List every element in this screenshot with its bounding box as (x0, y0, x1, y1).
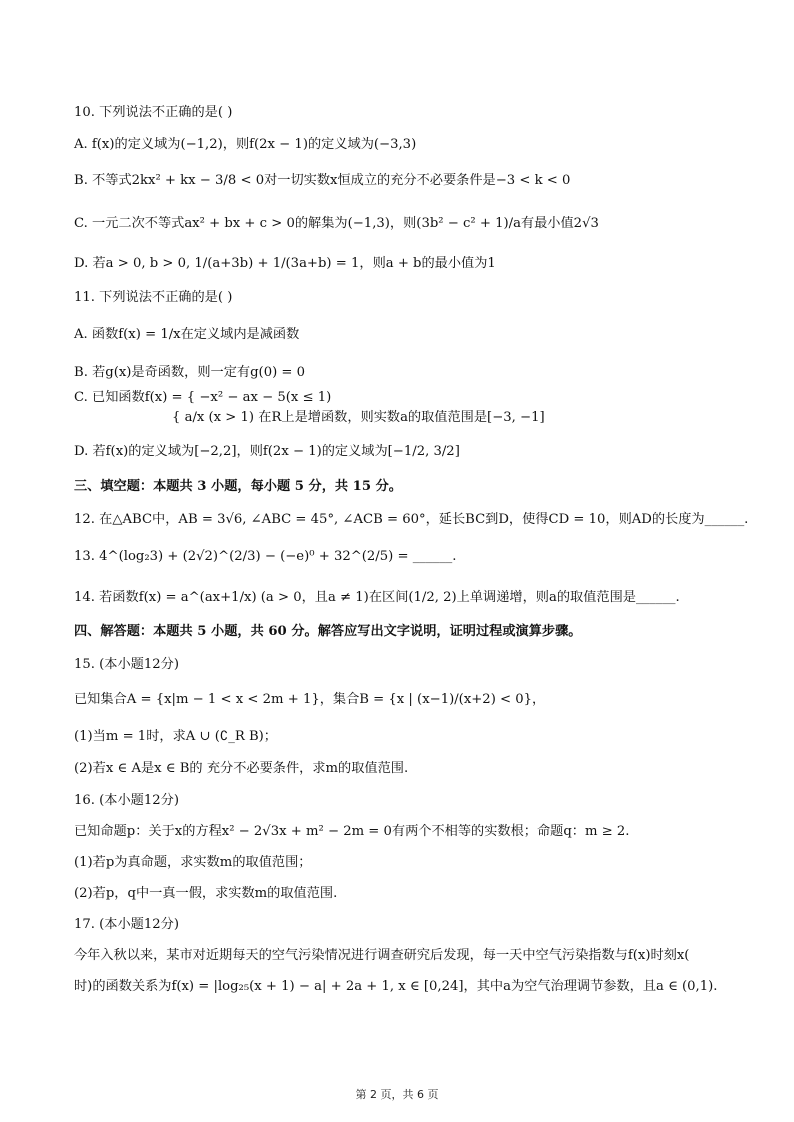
q10-option-b: B. 不等式2kx² + kx − 3/8 < 0对一切实数x恒成立的充分不必要条件是−3 < k < 0 (74, 173, 571, 188)
question-13: 13. 4^(log₂3) + (2√2)^(2/3) − (−e)⁰ + 32^(2/5) = ______. (74, 549, 457, 564)
q16-part-1: (1)若p为真命题，求实数m的取值范围； (74, 855, 312, 870)
section-fill-in-blank-heading: 三、填空题：本题共 3 小题，每小题 5 分，共 15 分。 (74, 479, 402, 494)
q11-option-b: B. 若g(x)是奇函数，则一定有g(0) = 0 (74, 365, 306, 380)
section-answer-heading: 四、解答题：本题共 5 小题，共 60 分。解答应写出文字说明，证明过程或演算步骤。 (74, 624, 582, 639)
q11-option-c-case2: { a/x (x > 1) 在R上是增函数，则实数a的取值范围是[−3, −1] (172, 410, 545, 425)
question-12: 12. 在△ABC中，AB = 3√6, ∠ABC = 45°, ∠ACB = 60°，延长BC到D，使得CD = 10，则AD的长度为______. (74, 512, 749, 527)
q10-option-d: D. 若a > 0, b > 0, 1/(a+3b) + 1/(3a+b) = 1，则a + b的最小值为1 (74, 256, 496, 271)
q11-stem: 11. 下列说法不正确的是( ) (74, 290, 233, 305)
q15-part-2: (2)若x ∈ A是x ∈ B的 充分不必要条件，求m的取值范围. (74, 761, 409, 776)
q11-option-c-case1: C. 已知函数f(x) = { −x² − ax − 5(x ≤ 1) (74, 390, 332, 405)
q17-text-line-1: 今年入秋以来，某市对近期每天的空气污染情况进行调查研究后发现，每一天中空气污染指数与f(x)时刻x( (74, 948, 690, 963)
q16-header: 16. (本小题12分) (74, 793, 179, 808)
q10-stem: 10. 下列说法不正确的是( ) (74, 105, 233, 120)
question-14: 14. 若函数f(x) = a^(ax+1/x) (a > 0，且a ≠ 1)在区间(1/2, 2)上单调递增，则a的取值范围是______. (74, 590, 680, 605)
q16-part-2: (2)若p，q中一真一假，求实数m的取值范围. (74, 886, 338, 901)
page-number-footer: 第 2 页，共 6 页 (355, 1088, 439, 1101)
q15-text: 已知集合A = {x|m − 1 < x < 2m + 1}，集合B = {x | (x−1)/(x+2) < 0}， (74, 692, 546, 707)
q17-text-line-2: 时)的函数关系为f(x) = |log₂₅(x + 1) − a| + 2a + 1, x ∈ [0,24]，其中a为空气治理调节参数，且a ∈ (0,1). (74, 979, 718, 994)
q16-text: 已知命题p：关于x的方程x² − 2√3x + m² − 2m = 0有两个不相等的实数根；命题q：m ≥ 2. (74, 824, 630, 839)
q10-option-c: C. 一元二次不等式ax² + bx + c > 0的解集为(−1,3)，则(3b² − c² + 1)/a有最小值2√3 (74, 216, 599, 231)
q11-option-a: A. 函数f(x) = 1/x在定义域内是减函数 (74, 327, 300, 342)
q15-part-1: (1)当m = 1时，求A ∪ (∁_R B)； (74, 729, 277, 744)
q17-header: 17. (本小题12分) (74, 917, 179, 932)
q10-option-a: A. f(x)的定义域为(−1,2)，则f(2x − 1)的定义域为(−3,3) (74, 137, 417, 152)
q15-header: 15. (本小题12分) (74, 657, 179, 672)
q11-option-d: D. 若f(x)的定义域为[−2,2]，则f(2x − 1)的定义域为[−1/2, 3/2] (74, 444, 460, 459)
